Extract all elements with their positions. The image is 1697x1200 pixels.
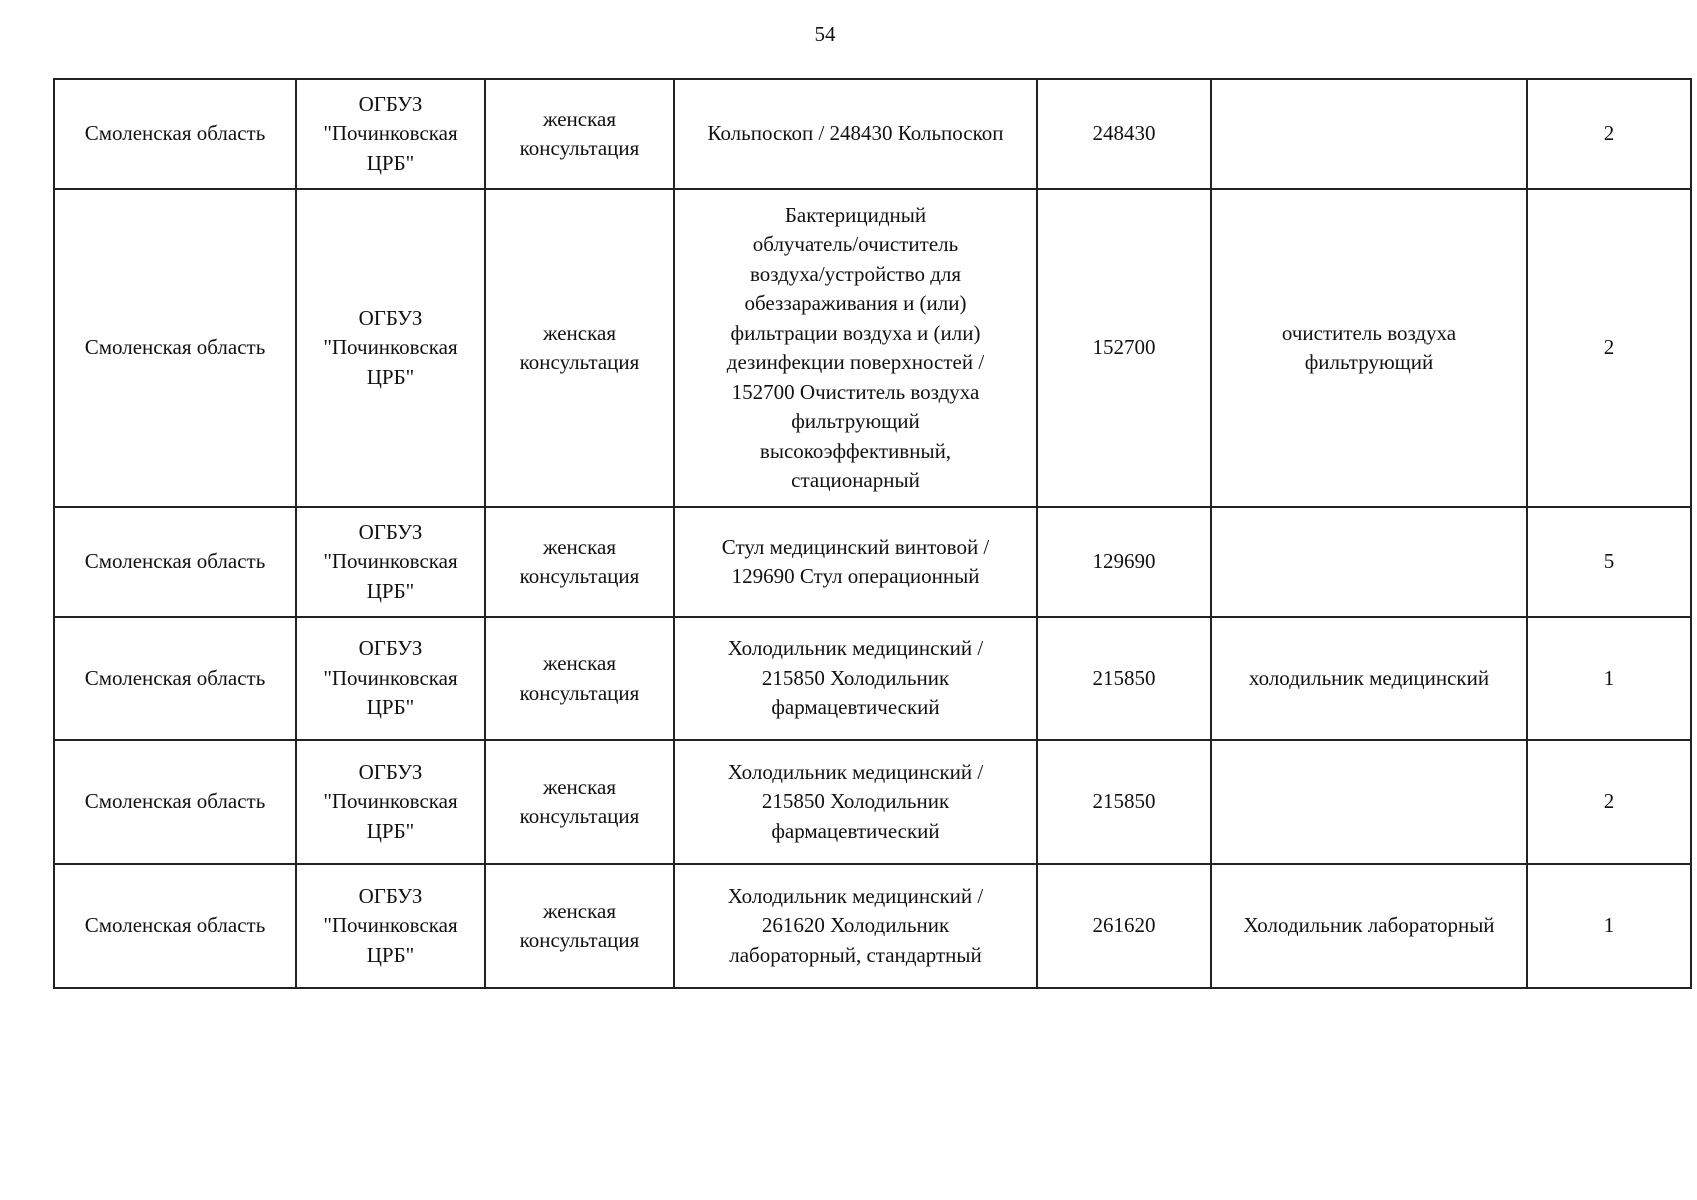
equipment-cell: Холодильник медицинский / 215850 Холодильник фармацевтический — [674, 617, 1037, 740]
code-cell: 261620 — [1037, 864, 1211, 988]
quantity-cell: 2 — [1527, 189, 1691, 507]
equipment-cell: Холодильник медицинский / 261620 Холодильник лабораторный, стандартный — [674, 864, 1037, 988]
table-row — [54, 617, 1691, 740]
note-cell: Холодильник лабораторный — [1211, 864, 1527, 988]
note-cell — [1211, 740, 1527, 864]
department-cell: женская консультация — [485, 189, 674, 507]
quantity-cell: 2 — [1527, 740, 1691, 864]
note-cell: холодильник медицинский — [1211, 617, 1527, 740]
organization-cell: ОГБУЗ "Починковская ЦРБ" — [296, 617, 485, 740]
equipment-cell: Холодильник медицинский / 215850 Холодильник фармацевтический — [674, 740, 1037, 864]
code-cell: 215850 — [1037, 740, 1211, 864]
region-cell: Смоленская область — [54, 507, 296, 617]
region-cell: Смоленская область — [54, 740, 296, 864]
code-cell: 248430 — [1037, 79, 1211, 189]
organization-cell: ОГБУЗ "Починковская ЦРБ" — [296, 79, 485, 189]
organization-cell: ОГБУЗ "Починковская ЦРБ" — [296, 864, 485, 988]
equipment-table — [53, 78, 1692, 989]
table-row — [54, 79, 1691, 189]
organization-cell: ОГБУЗ "Починковская ЦРБ" — [296, 189, 485, 507]
table-row — [54, 507, 1691, 617]
code-cell: 215850 — [1037, 617, 1211, 740]
equipment-cell: Кольпоскоп / 248430 Кольпоскоп — [674, 79, 1037, 189]
quantity-cell: 5 — [1527, 507, 1691, 617]
quantity-cell: 1 — [1527, 617, 1691, 740]
region-cell: Смоленская область — [54, 864, 296, 988]
region-cell: Смоленская область — [54, 617, 296, 740]
department-cell: женская консультация — [485, 507, 674, 617]
note-cell — [1211, 507, 1527, 617]
department-cell: женская консультация — [485, 740, 674, 864]
department-cell: женская консультация — [485, 79, 674, 189]
quantity-cell: 1 — [1527, 864, 1691, 988]
region-cell: Смоленская область — [54, 189, 296, 507]
table-row — [54, 740, 1691, 864]
code-cell: 152700 — [1037, 189, 1211, 507]
equipment-cell: Бактерицидный облучатель/очиститель воздуха/устройство для обеззараживания и (или) фильтрации воздуха и (или) дезинфекции поверхностей / 152700 Очиститель воздуха фильтрующий высокоэффективный, стационарный — [674, 189, 1037, 507]
note-cell: очиститель воздуха фильтрующий — [1211, 189, 1527, 507]
department-cell: женская консультация — [485, 617, 674, 740]
region-cell: Смоленская область — [54, 79, 296, 189]
quantity-cell: 2 — [1527, 79, 1691, 189]
table-row — [54, 189, 1691, 507]
organization-cell: ОГБУЗ "Починковская ЦРБ" — [296, 740, 485, 864]
note-cell — [1211, 79, 1527, 189]
code-cell: 129690 — [1037, 507, 1211, 617]
table-row — [54, 864, 1691, 988]
equipment-cell: Стул медицинский винтовой / 129690 Стул операционный — [674, 507, 1037, 617]
page-number: 54 — [814, 22, 836, 46]
department-cell: женская консультация — [485, 864, 674, 988]
organization-cell: ОГБУЗ "Починковская ЦРБ" — [296, 507, 485, 617]
